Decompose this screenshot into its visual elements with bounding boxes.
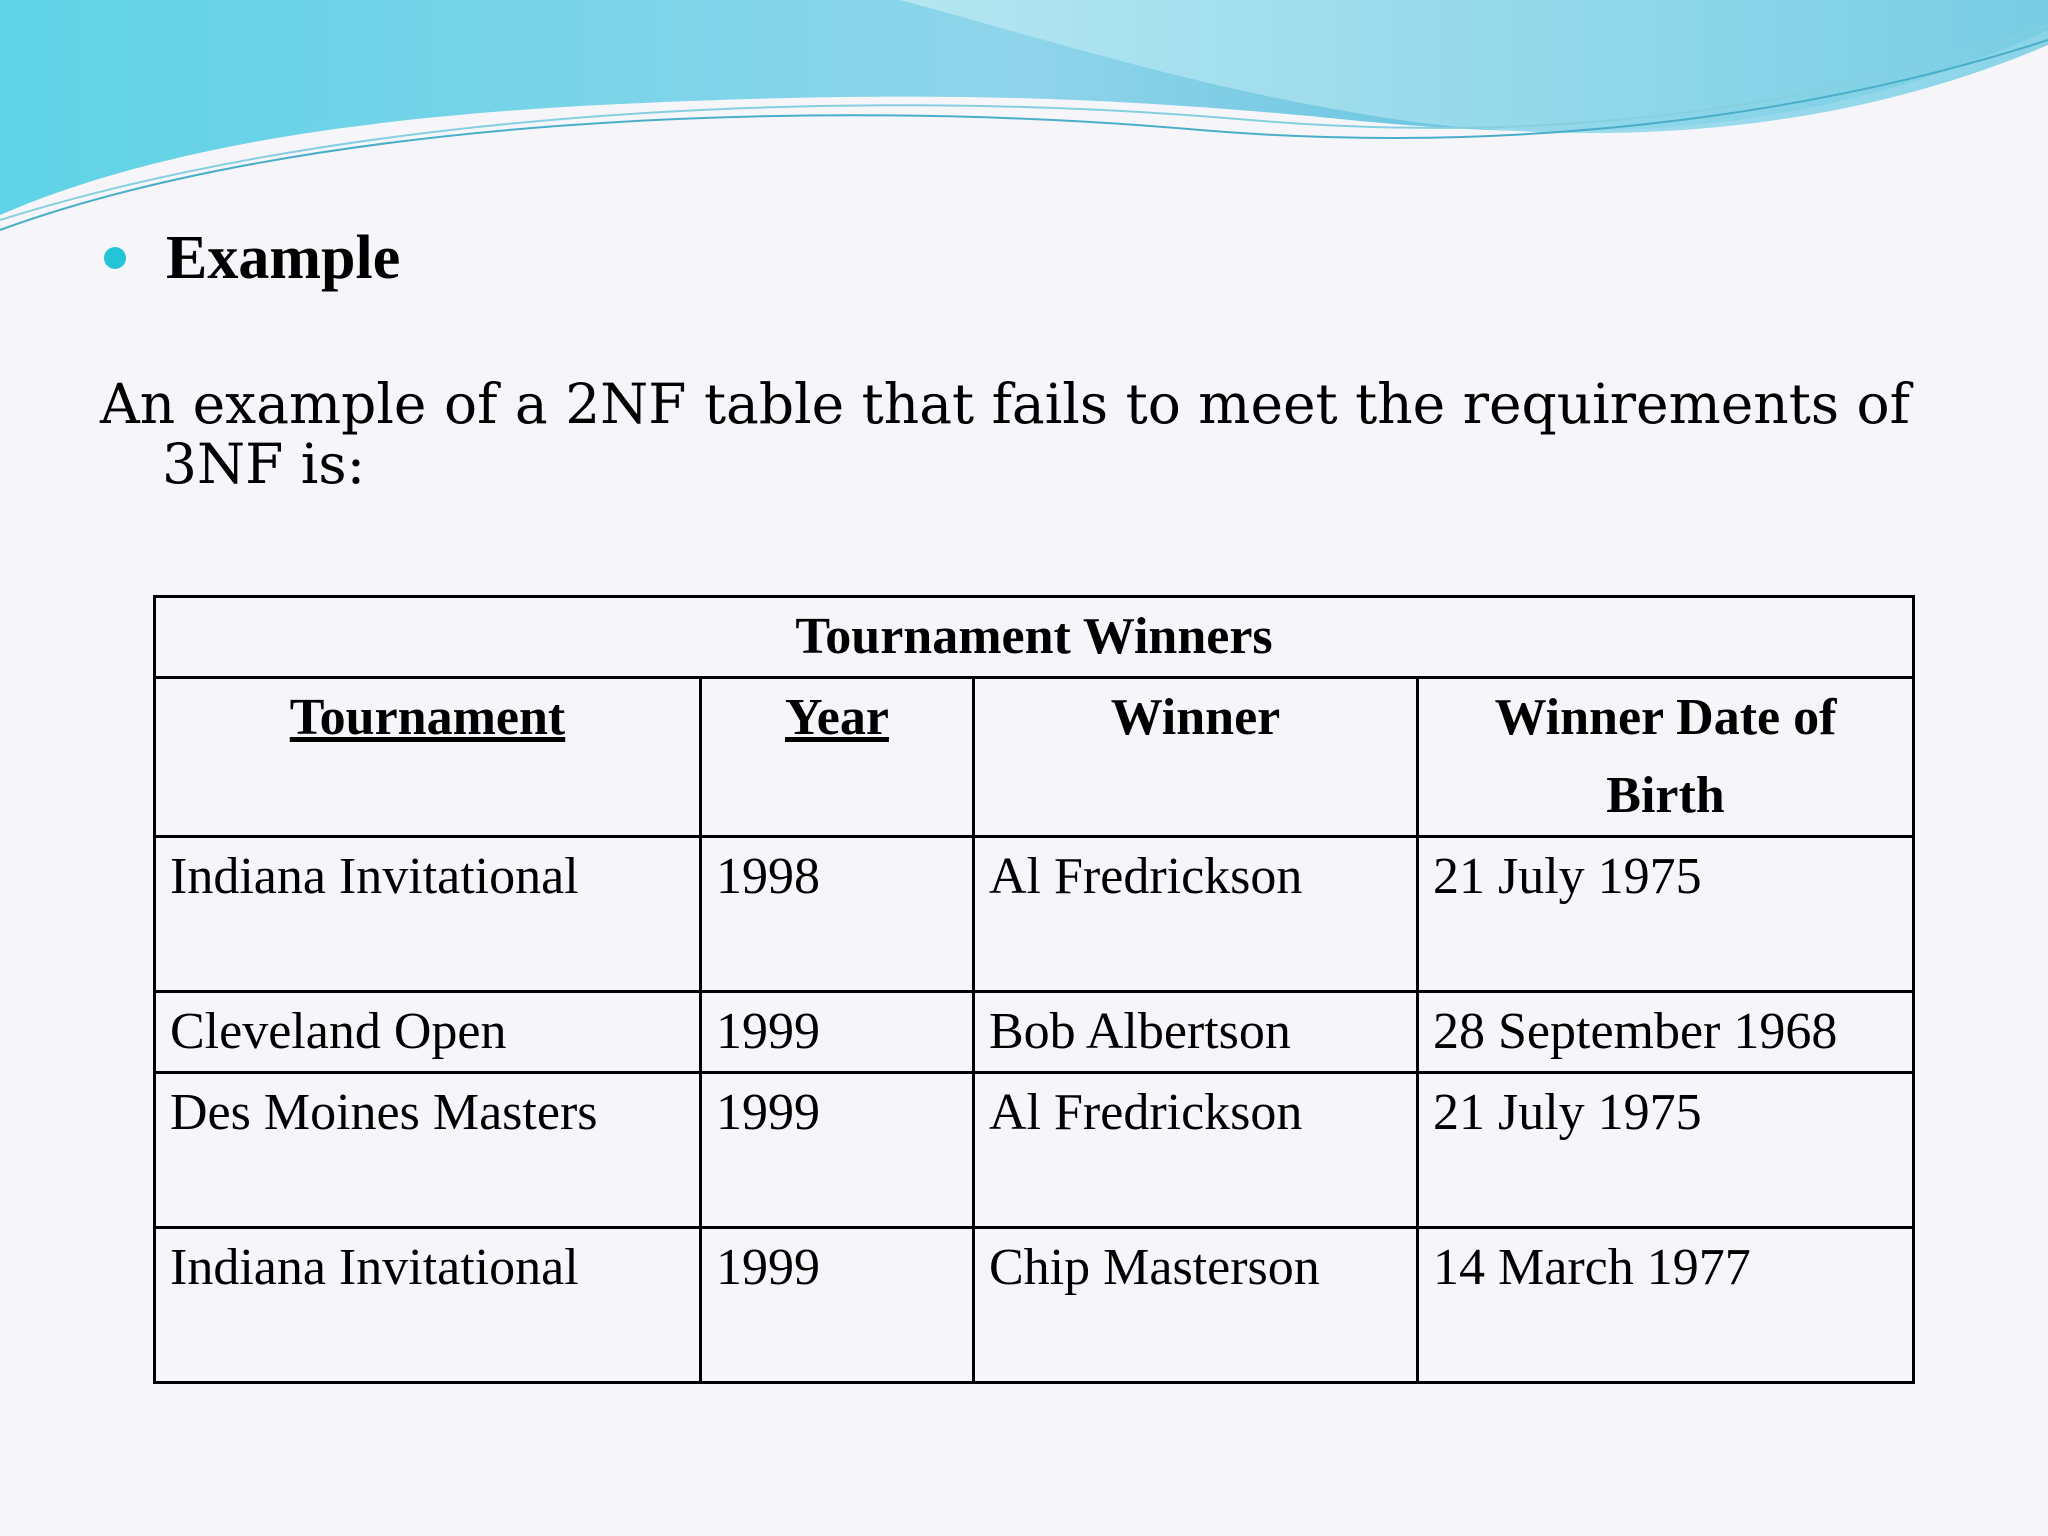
header-tournament: Tournament [155, 678, 701, 837]
cell-year: 1999 [701, 992, 974, 1073]
table-row [155, 1228, 1914, 1383]
cell-winner: Al Fredrickson [974, 837, 1418, 992]
cell-year: 1999 [701, 1073, 974, 1228]
cell-tournament: Des Moines Masters [155, 1073, 701, 1228]
bullet-heading: Example [166, 224, 401, 292]
cell-tournament: Indiana Invitational [155, 1228, 701, 1383]
cell-tournament: Cleveland Open [155, 992, 701, 1073]
header-winner: Winner [974, 678, 1418, 837]
table-caption: Tournament Winners [155, 597, 1914, 678]
bullet-dot-icon [104, 247, 126, 269]
header-wave-decoration [0, 0, 2048, 240]
table-row [155, 1073, 1914, 1228]
header-year: Year [701, 678, 974, 837]
cell-winner: Chip Masterson [974, 1228, 1418, 1383]
cell-tournament: Indiana Invitational [155, 837, 701, 992]
cell-year: 1999 [701, 1228, 974, 1383]
table-row [155, 992, 1914, 1073]
tournament-winners-table [153, 595, 1915, 1384]
bullet-item [104, 222, 400, 294]
cell-winner-dob: 21 July 1975 [1418, 1073, 1914, 1228]
cell-year: 1998 [701, 837, 974, 992]
intro-paragraph: An example of a 2NF table that fails to meet the requirements of 3NF is: [100, 372, 1911, 496]
cell-winner-dob: 14 March 1977 [1418, 1228, 1914, 1383]
cell-winner-dob: 21 July 1975 [1418, 837, 1914, 992]
cell-winner-dob: 28 September 1968 [1418, 992, 1914, 1073]
cell-winner: Al Fredrickson [974, 1073, 1418, 1228]
table-row [155, 837, 1914, 992]
cell-winner: Bob Albertson [974, 992, 1418, 1073]
header-winner-dob: Winner Date of Birth [1418, 678, 1914, 837]
